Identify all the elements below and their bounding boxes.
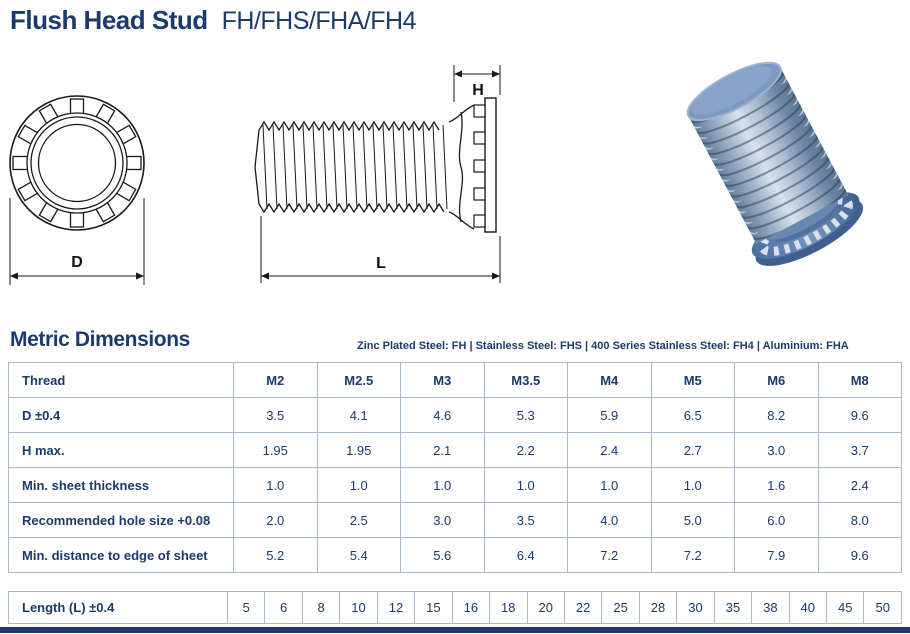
section-heading: Metric Dimensions (10, 328, 190, 351)
row-label: Min. sheet thickness (9, 468, 234, 503)
row-label: Recommended hole size +0.08 (9, 503, 234, 538)
length-value-cell: 25 (602, 592, 639, 624)
length-table (8, 591, 902, 624)
column-header-cell: M2 (234, 363, 318, 398)
value-cell: 6.5 (651, 398, 735, 433)
table-row (9, 398, 902, 433)
row-label: D ±0.4 (9, 398, 234, 433)
value-cell: 5.3 (484, 398, 568, 433)
length-value-cell: 5 (228, 592, 265, 624)
value-cell: 3.5 (234, 398, 318, 433)
value-cell: 4.6 (401, 398, 485, 433)
page-header (10, 5, 416, 36)
value-cell: 1.0 (401, 468, 485, 503)
column-header-cell: M3 (401, 363, 485, 398)
value-cell: 2.4 (818, 468, 902, 503)
value-cell: 8.2 (735, 398, 819, 433)
value-cell: 3.0 (401, 503, 485, 538)
value-cell: 9.6 (818, 538, 902, 573)
table-row (9, 433, 902, 468)
length-value-cell: 30 (677, 592, 714, 624)
length-value-cell: 35 (714, 592, 751, 624)
value-cell: 1.95 (317, 433, 401, 468)
metric-dimensions-table (8, 362, 902, 573)
length-value-cell: 22 (564, 592, 601, 624)
value-cell: 2.0 (234, 503, 318, 538)
length-value-cell: 45 (827, 592, 864, 624)
value-cell: 3.5 (484, 503, 568, 538)
length-value-cell: 16 (452, 592, 489, 624)
length-value-cell: 6 (265, 592, 302, 624)
materials-note: Zinc Plated Steel: FH | Stainless Steel: FHS | 400 Series Stainless Steel: FH4 | Aluminium: FHA (357, 340, 849, 352)
dimension-label-l: L (376, 255, 386, 272)
length-value-cell: 20 (527, 592, 564, 624)
row-label: Length (L) ±0.4 (9, 592, 228, 624)
value-cell: 1.0 (234, 468, 318, 503)
footer-bar (0, 627, 910, 633)
row-label: H max. (9, 433, 234, 468)
front-view-drawing (4, 58, 179, 298)
value-cell: 1.0 (484, 468, 568, 503)
row-label: Min. distance to edge of sheet (9, 538, 234, 573)
length-row (9, 592, 902, 624)
value-cell: 6.0 (735, 503, 819, 538)
value-cell: 2.2 (484, 433, 568, 468)
product-photo (660, 45, 892, 295)
page-title: Flush Head Stud (10, 5, 208, 35)
table-row (9, 538, 902, 573)
value-cell: 4.0 (568, 503, 652, 538)
length-value-cell: 40 (789, 592, 826, 624)
value-cell: 2.1 (401, 433, 485, 468)
column-header-cell: M3.5 (484, 363, 568, 398)
value-cell: 5.6 (401, 538, 485, 573)
value-cell: 2.4 (568, 433, 652, 468)
value-cell: 4.1 (317, 398, 401, 433)
value-cell: 1.0 (317, 468, 401, 503)
column-header-cell: M5 (651, 363, 735, 398)
side-view-drawing (242, 55, 504, 300)
length-value-cell: 28 (639, 592, 676, 624)
value-cell: 5.9 (568, 398, 652, 433)
row-label: Thread (9, 363, 234, 398)
value-cell: 8.0 (818, 503, 902, 538)
table-header-row (9, 363, 902, 398)
value-cell: 1.6 (735, 468, 819, 503)
table-row (9, 503, 902, 538)
value-cell: 7.9 (735, 538, 819, 573)
table-row (9, 468, 902, 503)
column-header-cell: M2.5 (317, 363, 401, 398)
value-cell: 9.6 (818, 398, 902, 433)
length-value-cell: 18 (490, 592, 527, 624)
value-cell: 5.2 (234, 538, 318, 573)
value-cell: 1.95 (234, 433, 318, 468)
length-value-cell: 10 (340, 592, 377, 624)
value-cell: 1.0 (568, 468, 652, 503)
value-cell: 3.7 (818, 433, 902, 468)
column-header-cell: M8 (818, 363, 902, 398)
value-cell: 1.0 (651, 468, 735, 503)
dimension-label-d: D (71, 254, 83, 271)
value-cell: 6.4 (484, 538, 568, 573)
length-value-cell: 8 (302, 592, 339, 624)
length-value-cell: 15 (415, 592, 452, 624)
product-codes: FH/FHS/FHA/FH4 (221, 7, 417, 35)
value-cell: 2.5 (317, 503, 401, 538)
value-cell: 7.2 (568, 538, 652, 573)
length-value-cell: 38 (752, 592, 789, 624)
column-header-cell: M4 (568, 363, 652, 398)
value-cell: 5.4 (317, 538, 401, 573)
value-cell: 5.0 (651, 503, 735, 538)
length-value-cell: 50 (864, 592, 902, 624)
dimension-label-h: H (472, 82, 484, 99)
value-cell: 3.0 (735, 433, 819, 468)
length-value-cell: 12 (377, 592, 414, 624)
column-header-cell: M6 (735, 363, 819, 398)
value-cell: 7.2 (651, 538, 735, 573)
value-cell: 2.7 (651, 433, 735, 468)
